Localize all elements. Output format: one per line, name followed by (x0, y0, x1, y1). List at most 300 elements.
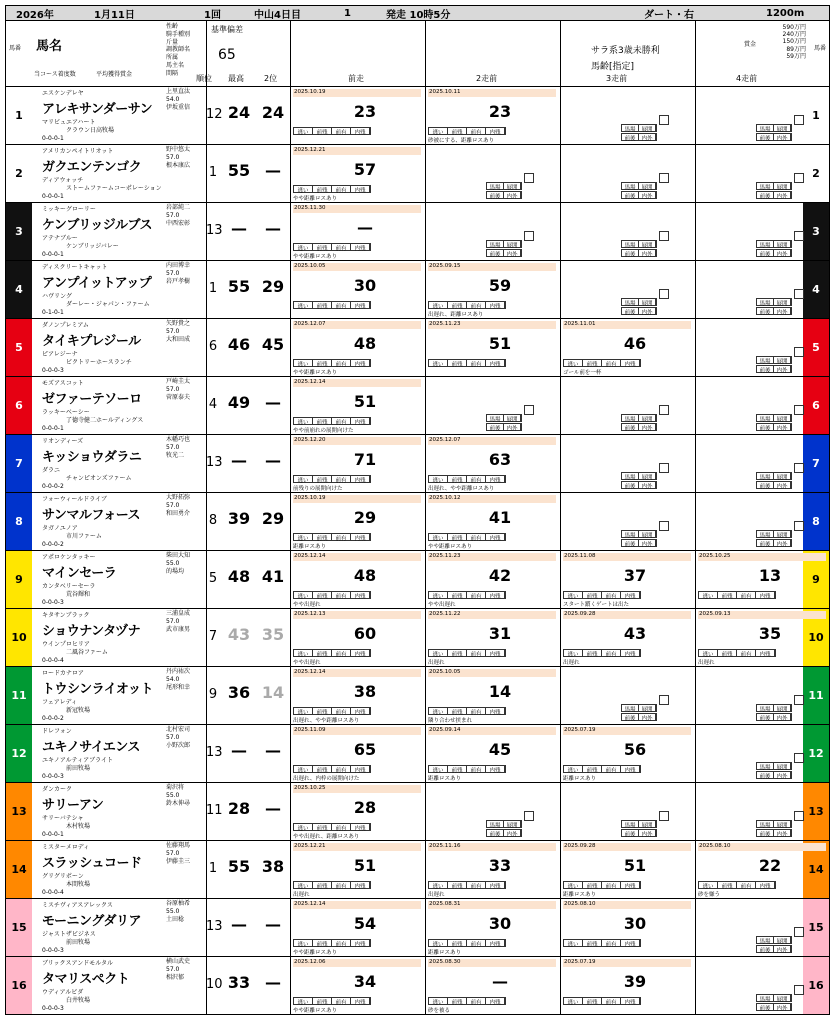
rank-value: 4 (208, 397, 218, 412)
horse-row (5, 87, 830, 145)
horse-name[interactable]: タマリスペクト (42, 972, 130, 987)
badge-b2: 前残 (583, 360, 602, 366)
race-result-1[interactable] (291, 725, 424, 782)
jockey-meta (166, 320, 206, 343)
badge-b2: 前残 (448, 476, 467, 482)
badge-b7: 前後 (757, 540, 774, 546)
race-result-2[interactable] (426, 87, 559, 144)
badge-b2: 前残 (313, 766, 332, 772)
empty-badges (621, 530, 657, 538)
breeder-name: 新冠牧場 (66, 707, 91, 714)
race-result-3[interactable] (561, 841, 694, 898)
empty-badges-2 (621, 829, 657, 837)
badge-b1: 逃い (699, 882, 718, 888)
empty-badges-2 (621, 133, 657, 141)
race-result-3[interactable] (561, 725, 694, 782)
badge-b3: 前有 (467, 302, 486, 308)
breeder-name: 前田牧場 (66, 939, 91, 946)
race-empty-4 (696, 435, 829, 492)
course-record: 0-0-0-1 (42, 193, 64, 200)
horse-number-left: 10 (6, 609, 32, 666)
race-badges (698, 591, 776, 599)
dam-name: マリビュエアハート (42, 119, 96, 126)
second-figure: — (265, 973, 281, 992)
race-result-1[interactable] (291, 435, 424, 492)
race-result-1[interactable] (291, 783, 424, 840)
horse-number-left: 16 (6, 957, 32, 1014)
badge-b7: 前後 (757, 366, 774, 372)
badge-b4: 内残 (486, 128, 505, 134)
col-prev1: 前走 (348, 74, 364, 83)
empty-badges-2 (756, 713, 792, 721)
course-record: 0-0-0-3 (42, 367, 64, 374)
badge-b4: 内残 (621, 882, 640, 888)
race-date: 2025.12.13 (294, 611, 326, 617)
horse-name[interactable]: ケンブリッジルブス (42, 218, 152, 233)
badge-b8: 内外 (639, 424, 656, 430)
horse-number-left: 6 (6, 377, 32, 434)
meta-label-stable: 所属 (166, 54, 179, 62)
badge-b2: 前残 (313, 128, 332, 134)
race-result-1[interactable] (291, 841, 424, 898)
race-comment: 出遅れ、やや距離ロスあり (293, 718, 360, 724)
race-figure: 31 (488, 624, 512, 643)
empty-badges (756, 530, 792, 538)
horse-name[interactable]: ガクエンテンゴク (42, 160, 142, 175)
badge-b4: 内残 (621, 766, 640, 772)
carry-weight: 54.0 (166, 95, 180, 103)
col-prev4: 4走前 (736, 74, 758, 83)
race-badges (428, 127, 506, 135)
rank-value: 13 (206, 919, 223, 934)
empty-box (794, 521, 804, 531)
race-badges (293, 127, 371, 135)
horse-number-right: 16 (803, 957, 829, 1014)
badge-b5: 馬場 (622, 473, 639, 479)
badge-b3: 前有 (332, 360, 351, 366)
race-result-3[interactable] (561, 319, 694, 376)
race-result-2[interactable] (426, 609, 559, 666)
badge-b3: 前有 (332, 128, 351, 134)
badge-b6: 展開 (774, 531, 791, 537)
race-result-4[interactable] (696, 551, 829, 608)
badge-b3: 前有 (332, 244, 351, 250)
badge-b5: 馬場 (622, 531, 639, 537)
race-result-4[interactable] (696, 841, 829, 898)
horse-row (5, 783, 830, 841)
empty-badges-2 (756, 771, 792, 779)
race-result-4[interactable] (696, 609, 829, 666)
horse-name[interactable]: アンプイットアップ (42, 276, 152, 291)
trainer-name: 大和田成 (166, 335, 191, 343)
race-comment: やや距離ロスあり (428, 544, 473, 550)
record-label: 当コース着度数 (34, 71, 76, 78)
race-date: 2025.07.19 (564, 959, 596, 965)
horse-row (5, 377, 830, 435)
badge-b1: 逃い (294, 302, 313, 308)
empty-badges (756, 704, 792, 712)
race-result-3[interactable] (561, 957, 694, 1014)
carry-weight: 57.0 (166, 733, 180, 741)
race-result-1[interactable] (291, 203, 424, 260)
race-result-1[interactable] (291, 667, 424, 724)
badge-b2: 前残 (313, 592, 332, 598)
trainer-name: 土田稔 (166, 915, 185, 923)
empty-badges-2 (756, 365, 792, 373)
empty-badges (756, 182, 792, 190)
badge-b1: 逃い (564, 592, 583, 598)
race-comment: 砂被にする、距離ロスあり (428, 138, 495, 144)
breeder-name: ストームファームコーポレーション (66, 185, 162, 192)
horse-name[interactable]: タイキプレジール (42, 334, 141, 349)
badge-b8: 内外 (639, 250, 656, 256)
badge-b3: 前有 (332, 476, 351, 482)
race-result-1[interactable] (291, 377, 424, 434)
race-figure: 56 (623, 740, 647, 759)
badge-b2: 前残 (313, 186, 332, 192)
race-empty-4 (696, 261, 829, 318)
prize-5: 59万円 (786, 52, 806, 60)
badge-b6: 展開 (639, 705, 656, 711)
jockey-name: 北村宏司 (166, 726, 191, 733)
empty-badges (756, 472, 792, 480)
dam-name: ディアウォッチ (42, 177, 84, 184)
course-record: 0-0-0-3 (42, 773, 64, 780)
carry-weight: 57.0 (166, 153, 180, 161)
course-record: 0-0-0-3 (42, 599, 64, 606)
badge-b5: 馬場 (487, 415, 504, 421)
horse-name[interactable]: スラッシュコード (42, 856, 142, 871)
badge-b4: 内残 (486, 534, 505, 540)
race-figure: 57 (353, 160, 377, 179)
horse-number-left: 2 (6, 145, 32, 202)
sire-name: エスケンデレヤ (42, 90, 84, 97)
horse-number-right: 9 (803, 551, 829, 608)
badge-b3: 前有 (467, 766, 486, 772)
empty-badges-2 (486, 423, 522, 431)
horse-name[interactable]: サンマルフォース (42, 508, 141, 523)
jockey-meta (166, 378, 206, 401)
race-empty-2 (426, 783, 559, 840)
breeder-name: 前田牧場 (66, 765, 91, 772)
badge-b3: 前有 (602, 882, 621, 888)
badge-b4: 内残 (486, 360, 505, 366)
badge-b3: 前有 (602, 650, 621, 656)
badge-b7: 前後 (757, 192, 774, 198)
horse-number-right: 3 (803, 203, 829, 260)
race-result-3[interactable] (561, 899, 694, 956)
carry-weight: 57.0 (166, 965, 180, 973)
race-date: 2025.12.14 (294, 901, 326, 907)
badge-b3: 前有 (332, 998, 351, 1004)
badge-b1: 逃い (294, 476, 313, 482)
race-result-2[interactable] (426, 899, 559, 956)
horse-row (5, 841, 830, 899)
race-badges (293, 185, 371, 193)
badge-b3: 前有 (737, 650, 756, 656)
badge-b6: 展開 (639, 299, 656, 305)
race-figure: 28 (353, 798, 377, 817)
horse-name[interactable]: マインセーラ (42, 566, 117, 581)
col-prev2: 2走前 (476, 74, 498, 83)
race-badges (563, 939, 641, 947)
badge-b5: 馬場 (757, 763, 774, 769)
badge-b6: 展開 (639, 821, 656, 827)
rank-value: 1 (208, 861, 218, 876)
course-record: 0-0-0-2 (42, 715, 64, 722)
badge-b1: 逃い (294, 534, 313, 540)
empty-box (794, 695, 804, 705)
race-result-1[interactable] (291, 551, 424, 608)
race-result-2[interactable] (426, 841, 559, 898)
sire-name: キタサンブラック (42, 612, 90, 619)
race-figure: 51 (353, 856, 377, 875)
badge-b7: 前後 (622, 308, 639, 314)
empty-badges-2 (621, 423, 657, 431)
badge-b6: 展開 (639, 125, 656, 131)
col-second: 2位 (264, 74, 278, 83)
col-rank: 順位 (196, 74, 212, 83)
race-date: 2025.12.14 (294, 379, 326, 385)
badge-b8: 内外 (774, 540, 791, 546)
badge-b3: 前有 (737, 882, 756, 888)
rank-value: 13 (206, 455, 223, 470)
badge-b4: 内残 (351, 766, 370, 772)
trainer-name: 相沢郁 (166, 973, 185, 981)
badge-b2: 前残 (718, 592, 737, 598)
meta-label-jockey: 騎手種別 (166, 30, 191, 38)
empty-badges (756, 820, 792, 828)
race-result-1[interactable] (291, 957, 424, 1014)
jockey-meta (166, 668, 206, 691)
badge-b6: 展開 (639, 473, 656, 479)
badge-b5: 馬場 (757, 183, 774, 189)
empty-badges (756, 994, 792, 1002)
jockey-name: 谷原柚希 (166, 900, 191, 907)
badge-b3: 前有 (332, 940, 351, 946)
badge-b7: 前後 (622, 540, 639, 546)
race-date: 2025.12.06 (294, 959, 326, 965)
empty-badges (756, 298, 792, 306)
badge-b2: 前残 (583, 592, 602, 598)
race-figure: — (357, 218, 373, 237)
horse-number-right: 1 (803, 87, 829, 144)
meta-labels (166, 23, 206, 78)
race-result-3[interactable] (561, 609, 694, 666)
race-figure: 34 (353, 972, 377, 991)
horse-number-left: 15 (6, 899, 32, 956)
second-figure: — (265, 451, 281, 470)
horse-number-left: 9 (6, 551, 32, 608)
horse-number-right: 11 (803, 667, 829, 724)
race-comment: 出遅れ (293, 892, 310, 898)
breeder-name: クラウン日高牧場 (66, 127, 115, 134)
race-result-1[interactable] (291, 899, 424, 956)
race-comment: 出遅れ (698, 660, 715, 666)
race-empty-3 (561, 783, 694, 840)
second-figure: 41 (261, 567, 285, 586)
badge-b3: 前有 (467, 882, 486, 888)
badge-b1: 逃い (294, 708, 313, 714)
badge-b7: 前後 (622, 424, 639, 430)
badge-b3: 前有 (467, 534, 486, 540)
race-date: 2025.12.07 (294, 321, 326, 327)
carry-weight: 55.0 (166, 791, 180, 799)
race-result-3[interactable] (561, 551, 694, 608)
race-empty-4 (696, 203, 829, 260)
race-result-2[interactable] (426, 493, 559, 550)
race-comment: やや出遅れ、距離ロスあり (293, 834, 360, 840)
horse-name[interactable]: モーニングダリア (42, 914, 141, 929)
badge-b4: 内残 (756, 650, 775, 656)
race-result-1[interactable] (291, 609, 424, 666)
empty-box (794, 811, 804, 821)
badge-b3: 前有 (332, 766, 351, 772)
horse-number-left: 3 (6, 203, 32, 260)
badge-b2: 前残 (313, 824, 332, 830)
second-figure: 29 (261, 277, 285, 296)
carry-weight: 57.0 (166, 617, 180, 625)
race-figure: 14 (488, 682, 512, 701)
breeder-name: 荒谷輝和 (66, 591, 91, 598)
race-result-1[interactable] (291, 493, 424, 550)
horse-name[interactable]: トウシンライオット (42, 682, 154, 697)
dam-name: ウインプロヒリア (42, 641, 90, 648)
race-distance: 1200m (766, 7, 805, 19)
race-badges (293, 881, 371, 889)
badge-b4: 内残 (621, 940, 640, 946)
jockey-meta (166, 842, 206, 865)
race-result-2[interactable] (426, 667, 559, 724)
horse-name[interactable]: ゼファーテソーロ (42, 392, 142, 407)
race-result-1[interactable] (291, 261, 424, 318)
race-figure: 29 (353, 508, 377, 527)
race-result-2[interactable] (426, 435, 559, 492)
race-badges (293, 243, 371, 251)
horse-name[interactable]: サリーアン (42, 798, 104, 813)
badge-b8: 内外 (639, 540, 656, 546)
jockey-name: 木幡巧也 (166, 436, 191, 443)
badge-b8: 内外 (774, 1004, 791, 1010)
horse-number-left: 5 (6, 319, 32, 376)
jockey-name: 佐藤翔馬 (166, 842, 191, 849)
course-record: 0-0-0-1 (42, 135, 64, 142)
badge-b2: 前残 (583, 882, 602, 888)
empty-badges-2 (756, 423, 792, 431)
breeder-name: ビクトリーホースランチ (66, 359, 132, 366)
rank-value: 6 (208, 339, 218, 354)
race-result-1[interactable] (291, 319, 424, 376)
empty-box (659, 695, 669, 705)
race-title-bar (5, 5, 830, 21)
horse-name[interactable]: アレキサンダーサン (42, 102, 153, 117)
race-badges (293, 301, 371, 309)
race-date: 2025.11.22 (429, 611, 461, 617)
race-result-2[interactable] (426, 261, 559, 318)
race-comment: 出遅れ (428, 892, 445, 898)
race-result-2[interactable] (426, 319, 559, 376)
horse-name[interactable]: キッショウダラニ (42, 450, 142, 465)
race-empty-4 (696, 783, 829, 840)
jockey-name: 内田博幸 (166, 262, 191, 269)
horse-name[interactable]: ショウナンタヅナ (42, 624, 141, 639)
empty-box (659, 289, 669, 299)
badge-b3: 前有 (467, 592, 486, 598)
race-empty-4 (696, 377, 829, 434)
race-comment: 出遅れ、距離ロスあり (428, 312, 484, 318)
badge-b5: 馬場 (757, 705, 774, 711)
badge-b8: 内外 (504, 424, 521, 430)
badge-b6: 展開 (639, 531, 656, 537)
race-date: 2025.12.14 (294, 669, 326, 675)
badge-b5: 馬場 (622, 705, 639, 711)
carry-weight: 57.0 (166, 443, 180, 451)
badge-b3: 前有 (332, 708, 351, 714)
sire-name: リオンディーズ (42, 438, 84, 445)
sire-name: アポロケンタッキー (42, 554, 96, 561)
empty-box (794, 231, 804, 241)
race-badges (293, 533, 371, 541)
race-comment: 距離ロスあり (428, 776, 462, 782)
badge-b6: 展開 (774, 241, 791, 247)
jockey-meta (166, 610, 206, 633)
race-result-1[interactable] (291, 145, 424, 202)
course-record: 0-0-0-3 (42, 947, 64, 954)
course-record: 0-0-0-4 (42, 889, 64, 896)
badge-b4: 内残 (351, 940, 370, 946)
race-empty-3 (561, 261, 694, 318)
empty-badges-2 (756, 307, 792, 315)
carry-weight: 55.0 (166, 907, 180, 915)
badge-b6: 展開 (774, 415, 791, 421)
badge-b8: 内外 (774, 366, 791, 372)
race-date: 2025.10.05 (429, 669, 461, 675)
race-result-2[interactable] (426, 551, 559, 608)
record-label2: 平均獲得賞金 (96, 71, 133, 78)
jockey-name: 大野拓弥 (166, 494, 191, 501)
badge-b5: 馬場 (487, 241, 504, 247)
empty-badges-2 (621, 191, 657, 199)
badge-b5: 馬場 (622, 241, 639, 247)
race-result-2[interactable] (426, 957, 559, 1014)
badge-b2: 前残 (313, 650, 332, 656)
dam-name: カンタベリーセーラ (42, 583, 96, 590)
badge-b1: 逃い (294, 244, 313, 250)
horse-row (5, 319, 830, 377)
badge-b8: 内外 (774, 714, 791, 720)
empty-badges (621, 820, 657, 828)
badge-b1: 逃い (294, 882, 313, 888)
badge-b3: 前有 (602, 940, 621, 946)
badge-b4: 内残 (351, 998, 370, 1004)
badge-b1: 逃い (564, 998, 583, 1004)
empty-badges (621, 124, 657, 132)
badge-b5: 馬場 (757, 357, 774, 363)
second-figure: — (265, 799, 281, 818)
badge-b2: 前残 (583, 998, 602, 1004)
race-result-1[interactable] (291, 87, 424, 144)
horse-row (5, 435, 830, 493)
race-result-2[interactable] (426, 725, 559, 782)
meta-label-age: 性齢 (166, 23, 179, 30)
col-horse-name: 馬名 (36, 39, 63, 54)
horse-name[interactable]: ユキノサイエンス (42, 740, 140, 755)
prize-list (766, 24, 806, 60)
carry-weight: 57.0 (166, 501, 180, 509)
race-date: 2025.10.11 (429, 89, 461, 95)
badge-b2: 前残 (448, 708, 467, 714)
badge-b6: 展開 (774, 937, 791, 943)
